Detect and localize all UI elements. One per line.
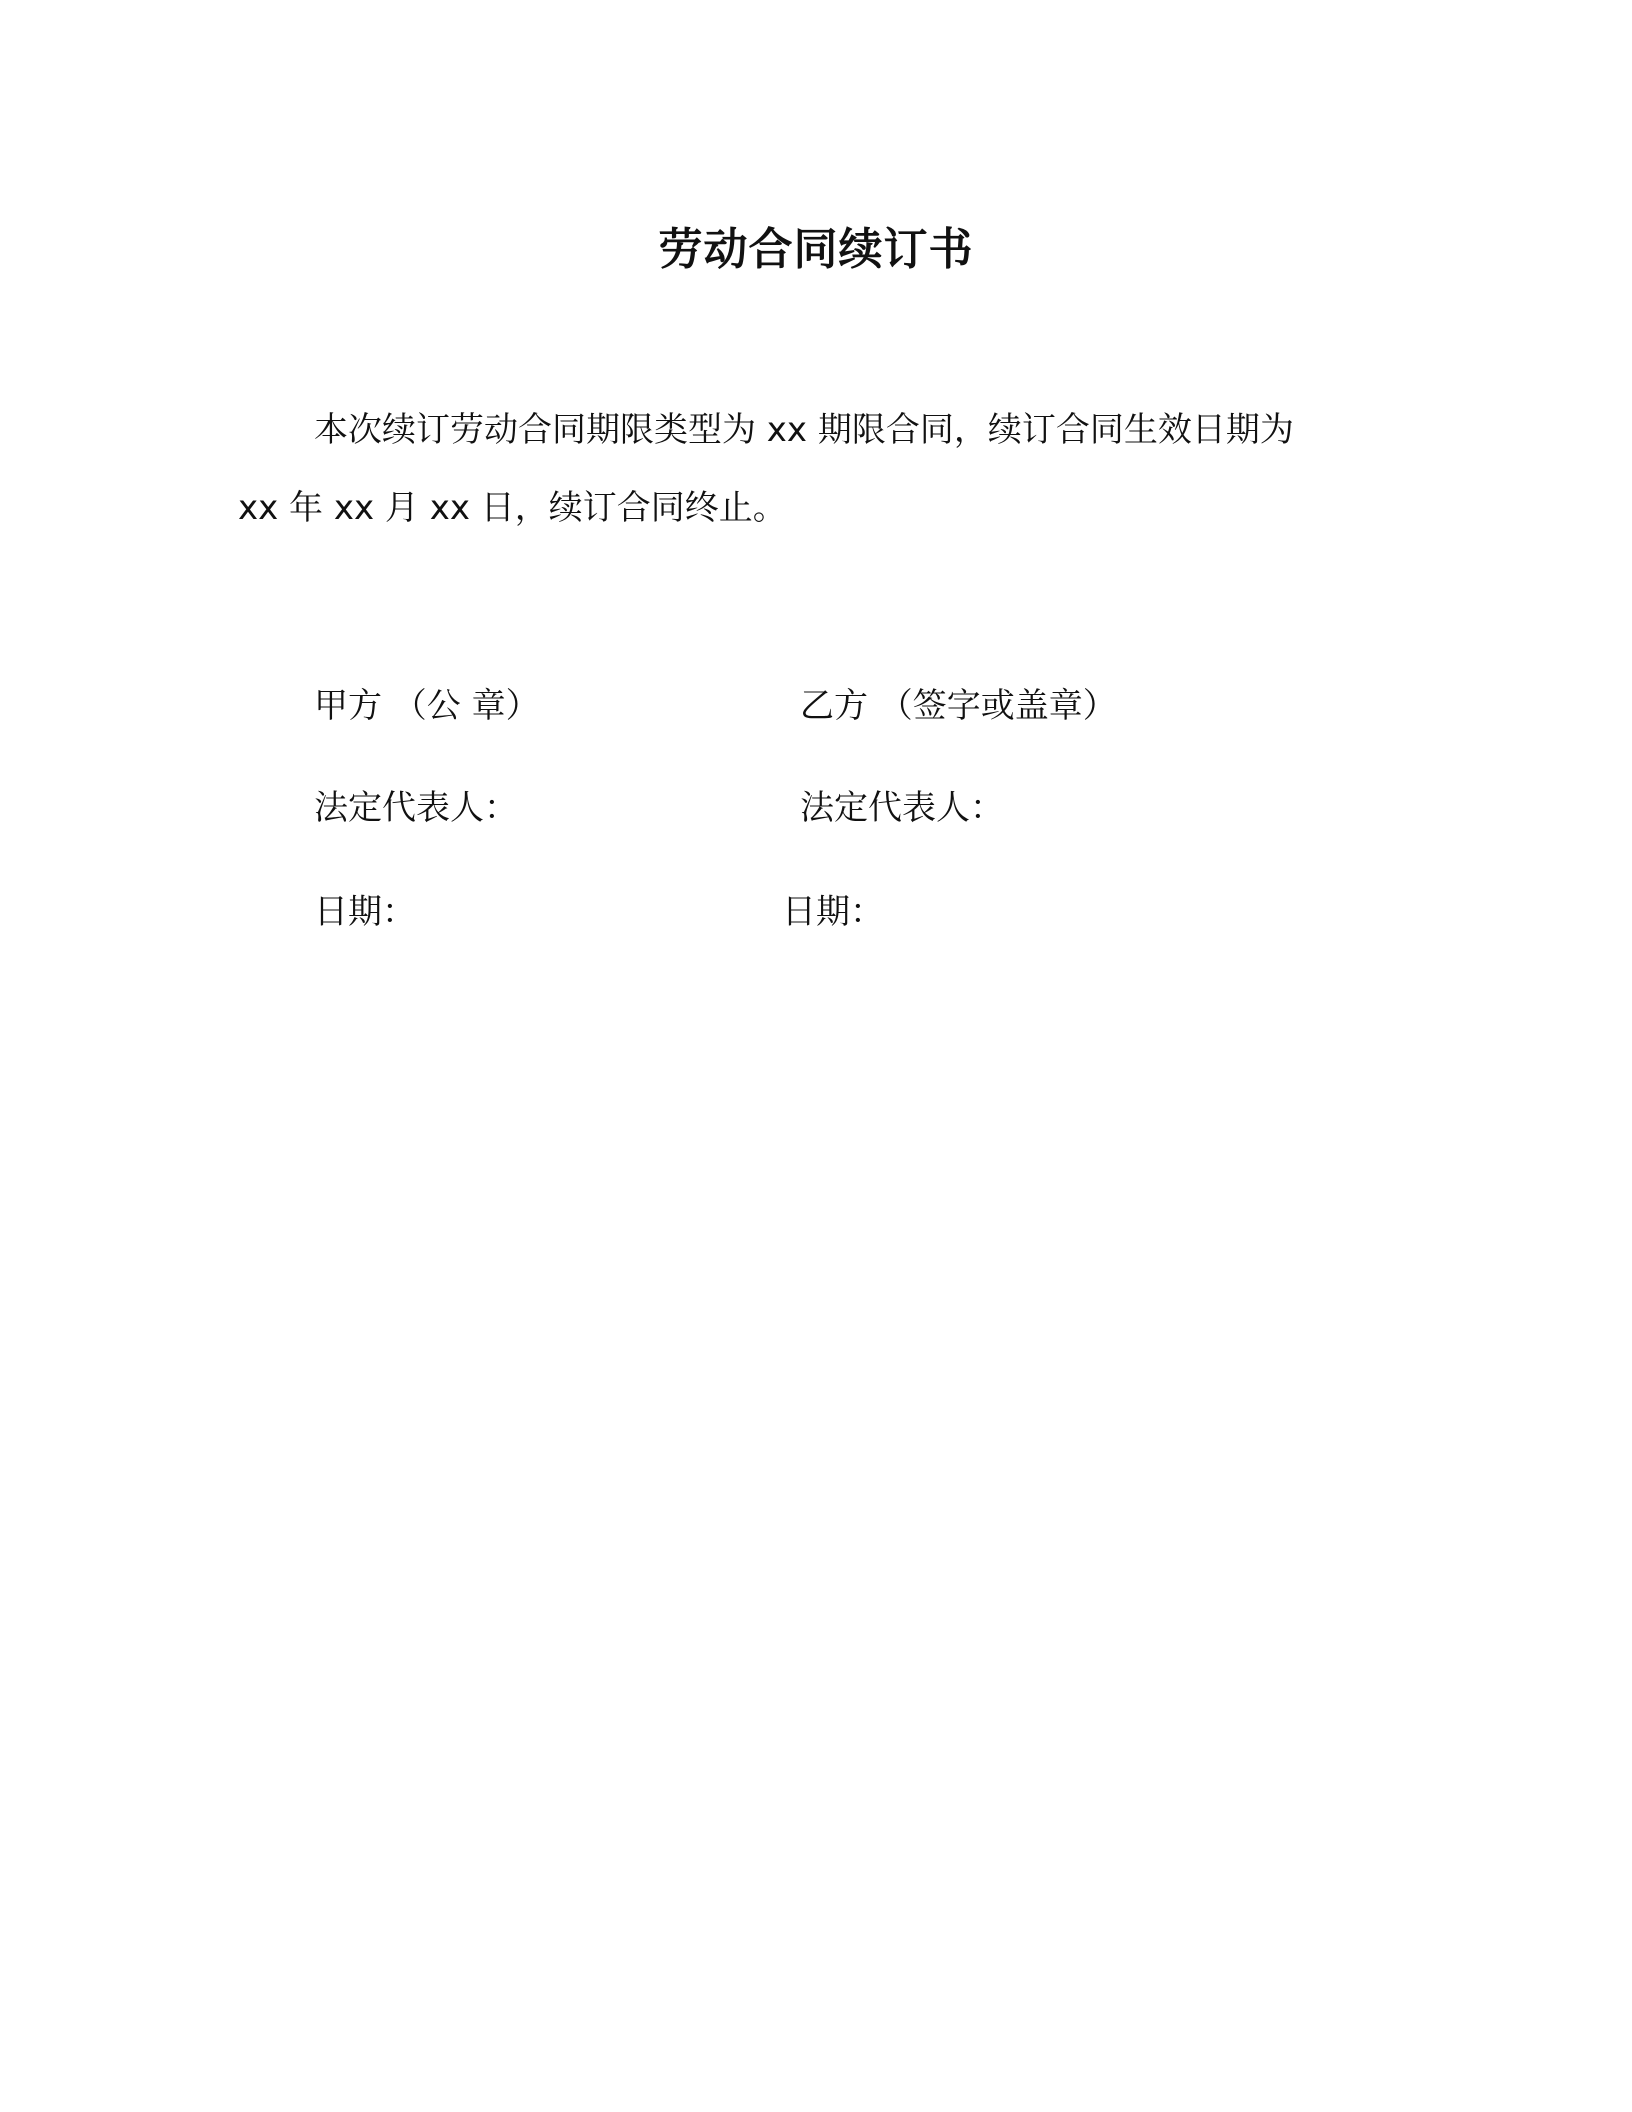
party-b-date-label: 日期： (782, 892, 884, 932)
party-b-label: 乙方 （签字或盖章） (800, 686, 1117, 726)
party-a-representative-label: 法定代表人： (314, 788, 518, 828)
body-paragraph-line-2: xx 年 xx 月 xx 日，续订合同终止。 (238, 488, 787, 528)
party-a-date-label: 日期： (314, 892, 416, 932)
party-a-label: 甲方 （公 章） (314, 686, 540, 726)
body-paragraph-line-1: 本次续订劳动合同期限类型为 xx 期限合同，续订合同生效日期为 (314, 410, 1294, 450)
document-title: 劳动合同续订书 (658, 224, 974, 275)
party-b-representative-label: 法定代表人： (800, 788, 1004, 828)
